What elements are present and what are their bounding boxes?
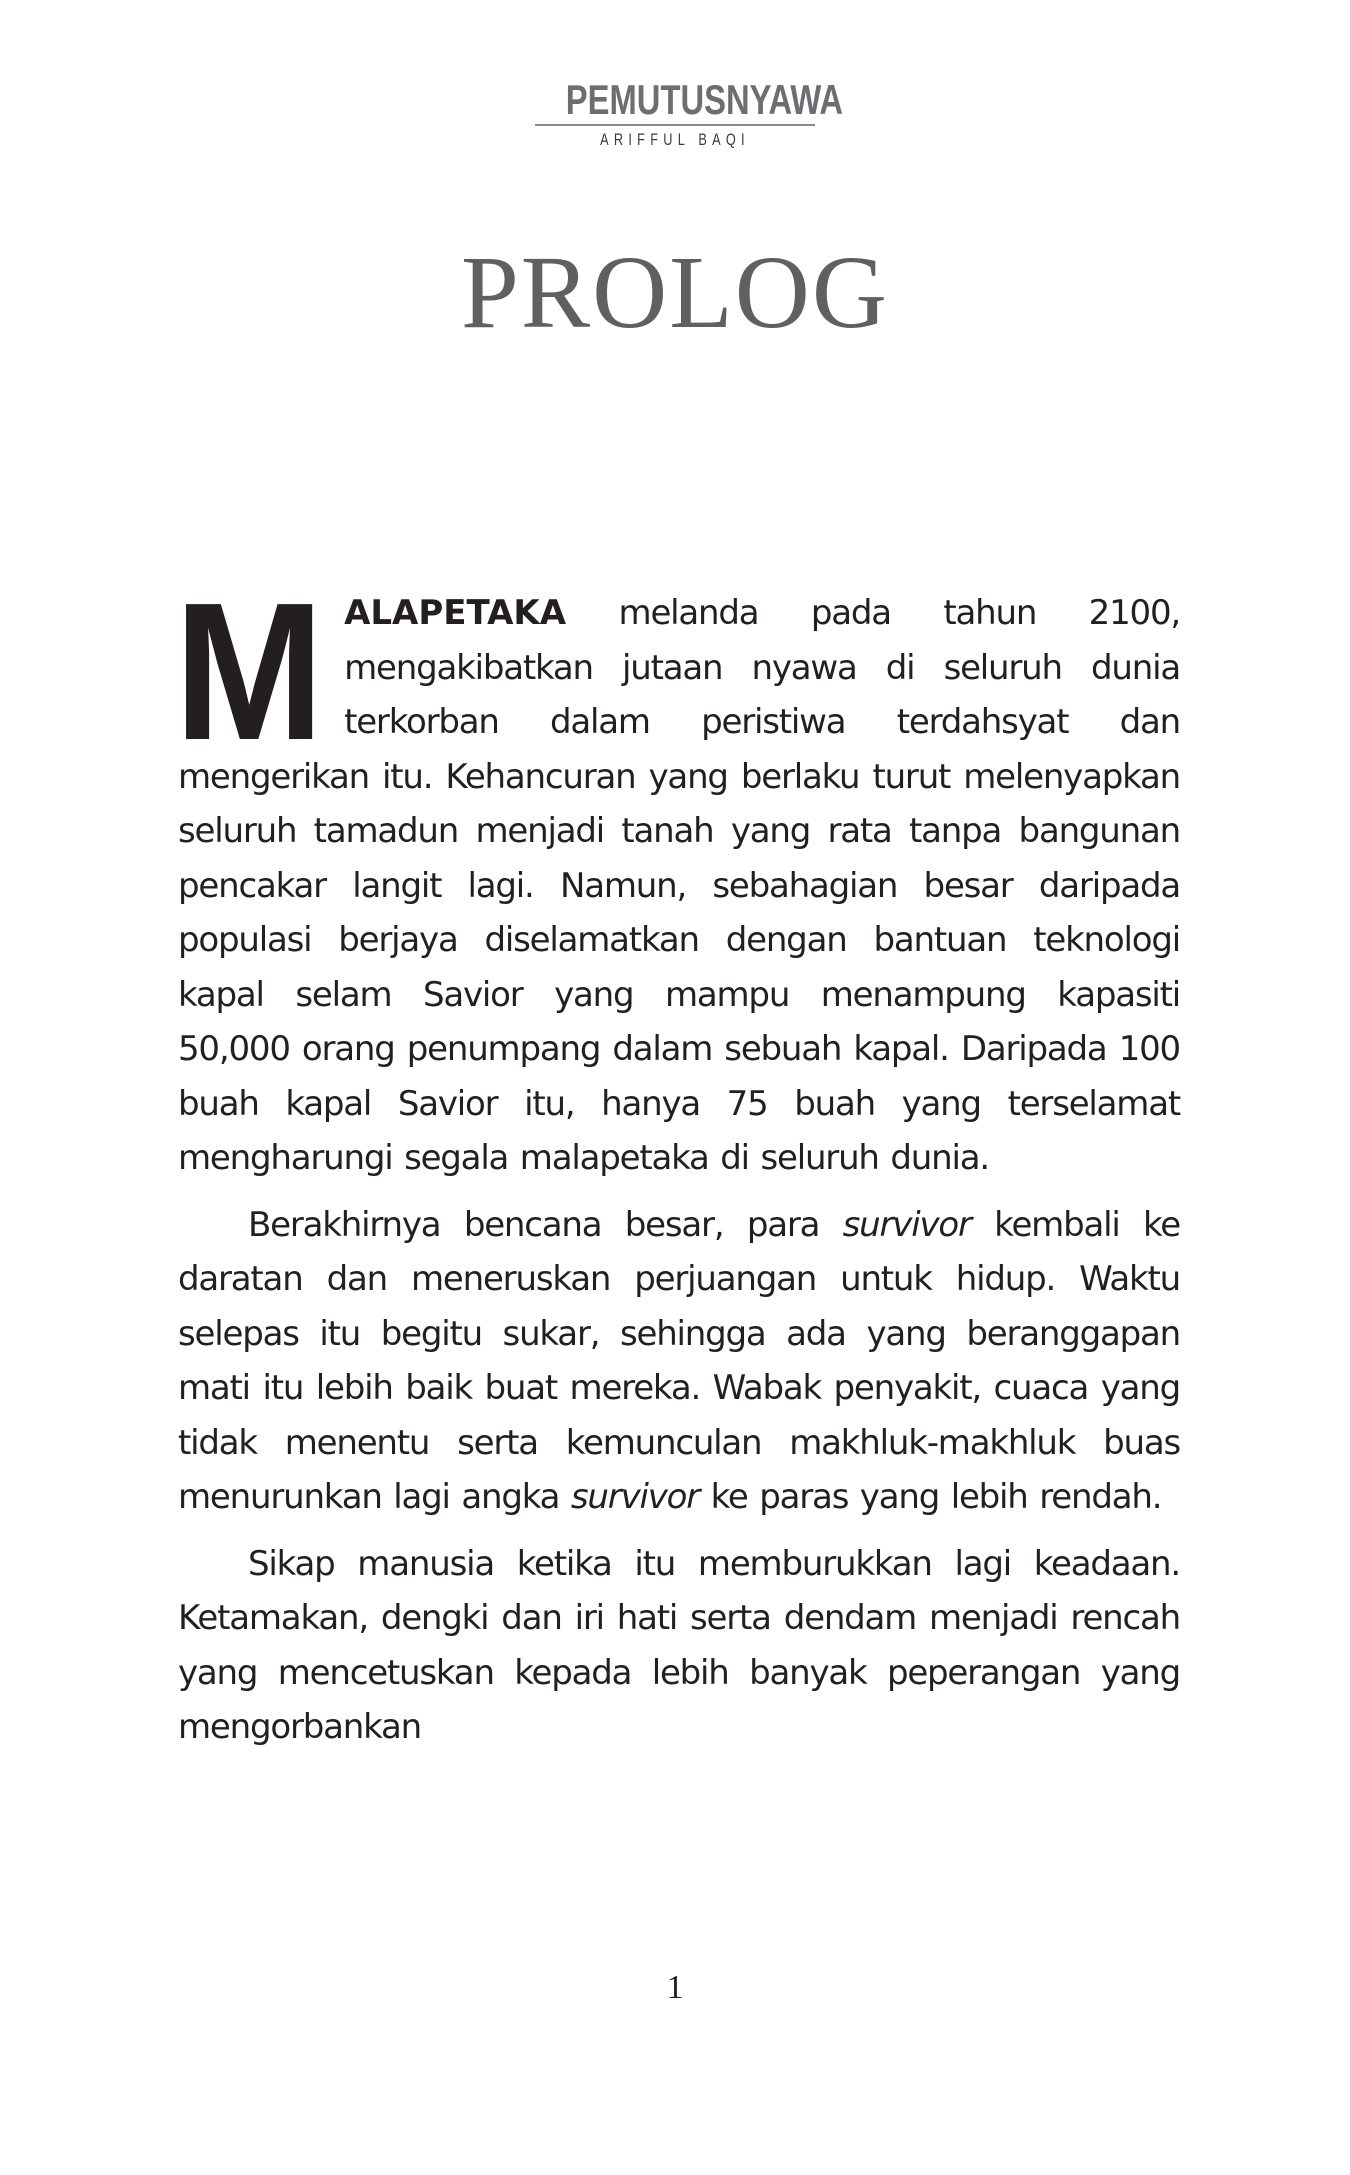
chapter-title: PROLOG [460, 235, 890, 350]
drop-cap: M [174, 562, 324, 781]
running-header-block [535, 76, 844, 151]
book-title: PEMUTUSNYAWA [565, 76, 844, 123]
page-number: 1 [666, 1969, 684, 2006]
paragraph-2-text-b: kembali ke daratan dan meneruskan perjuangan untuk hidup. Waktu selepas itu begitu sukar, sehingga ada yang beranggapan mati itu lebih baik buat mereka. Wabak penyakit, cuaca yang tidak menentu serta kemunculan makhluk-makhluk buas menurunkan lagi angka [178, 1204, 1181, 1517]
book-author: ARIFFUL BAQI [600, 130, 750, 149]
italic-term: survivor [570, 1477, 700, 1517]
lead-in-bold: ALAPETAKA [344, 593, 567, 633]
italic-term: survivor [842, 1204, 971, 1245]
paragraph-2 [178, 1198, 1180, 1525]
paragraph-2-text-a: Berakhirnya bencana besar, para [248, 1204, 843, 1245]
paragraph-1 [174, 562, 1180, 1186]
paragraph-1-text: melanda pada tahun 2100, mengakibatkan jutaan nyawa di seluruh dunia terkorban dalam peristiwa terdahsyat dan mengerikan itu. Kehancuran yang berlaku turut melenyapkan seluruh tamadun menjadi tanah yang rata tanpa bangunan pencakar langit lagi. Namun, sebahagian besar daripada populasi berjaya diselamatkan dengan bantuan teknologi kapal selam Savior yang mampu menampung kapasiti 50,000 orang penumpang dalam sebuah kapal. Daripada 100 buah kapal Savior itu, hanya 75 buah yang terselamat mengharungi segala malapetaka di seluruh dunia. [178, 593, 1180, 1178]
paragraph-3 [178, 1537, 1180, 1755]
running-header [0, 78, 1350, 151]
paragraph-3-text: Sikap manusia ketika itu memburukkan lagi keadaan. Ketamakan, dengki dan iri hati serta dendam menjadi rencah yang mencetuskan kepada lebih banyak peperangan yang mengorbankan [178, 1543, 1180, 1747]
paragraph-2-text-c: ke paras yang lebih rendah. [699, 1477, 1162, 1517]
body-text [174, 562, 1181, 1767]
header-divider [535, 124, 815, 126]
